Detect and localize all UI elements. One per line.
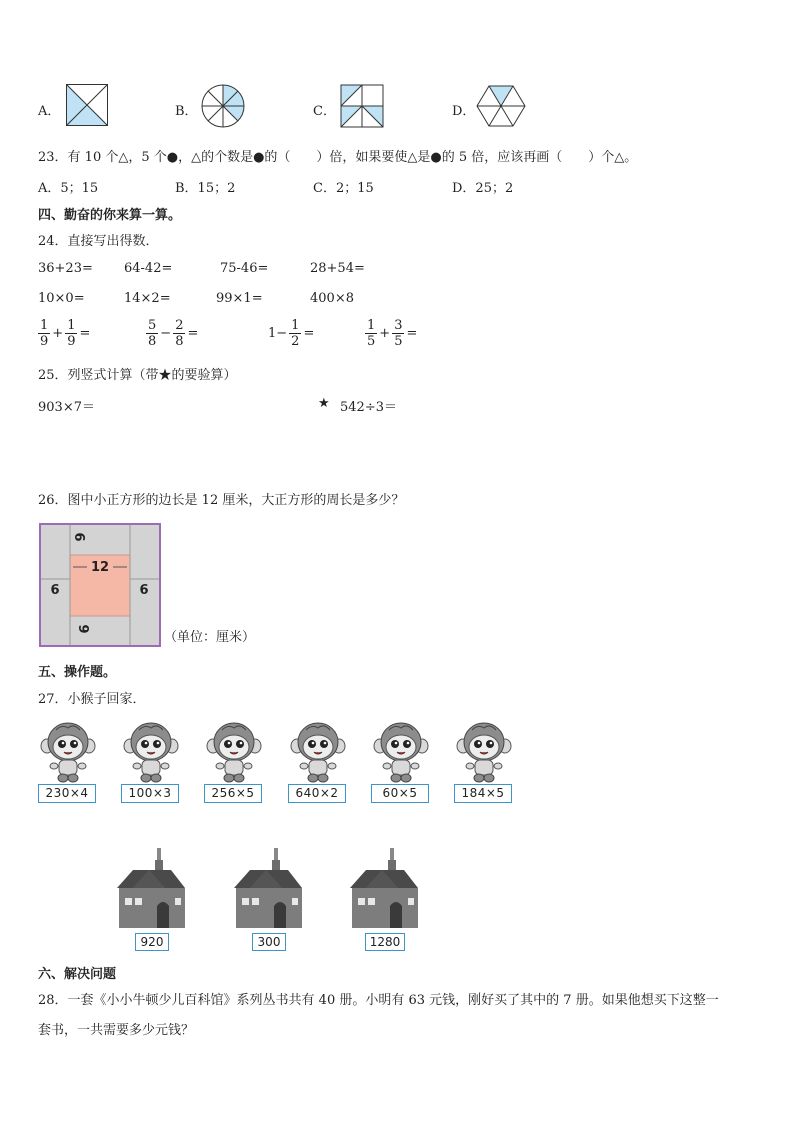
label-left: 6	[50, 583, 60, 598]
hexagon-sixths-icon	[476, 84, 526, 128]
q24-text: 24．直接写出得数．	[38, 234, 159, 249]
label-top: 6	[71, 532, 86, 542]
q24-expr: 400×8	[310, 291, 354, 306]
monkey-expression-box[interactable]: 100×3	[121, 784, 179, 803]
square-diagonals-icon	[66, 84, 108, 126]
q28-line-1: 28．一套《小小牛顿少儿百科馆》系列丛书共有 40 册。小明有 63 元钱，刚好买了其中的 7 册。如果他想买下这整一	[38, 993, 719, 1008]
q26-text: 26．图中小正方形的边长是 12 厘米，大正方形的周长是多少？	[38, 493, 405, 508]
monkey-expression-box[interactable]: 640×2	[288, 784, 346, 803]
q28-line-2: 套书，一共需要多少元钱？	[38, 1023, 195, 1038]
fraction: $\frac{1}{2}$	[291, 318, 300, 349]
q27-text: 27．小猴子回家．	[38, 692, 146, 707]
q22-option-d-letter: D．	[452, 104, 476, 119]
q24-expr: 10×0=	[38, 291, 85, 306]
monkey-icon[interactable]	[373, 720, 429, 788]
monkey-icon[interactable]	[290, 720, 346, 788]
monkey-expression-box[interactable]: 256×5	[204, 784, 262, 803]
label-center: 12	[90, 560, 110, 575]
q24-fraction-expr: $\frac{5}{8}$ − $\frac{2}{8}$ =	[148, 318, 199, 349]
monkey-expression-box[interactable]: 230×4	[38, 784, 96, 803]
circle-eighths-icon	[201, 84, 245, 128]
q24-expr: 99×1=	[216, 291, 263, 306]
q23-option-d: D．25；2	[452, 181, 514, 196]
q24-expr: 64-42=	[124, 261, 173, 276]
q23-option-c: C．2；15	[313, 181, 374, 196]
q22-option-b-letter: B．	[175, 104, 198, 119]
q25-expr-2: 542÷3＝	[340, 400, 397, 415]
q22-option-a-letter: A．	[38, 104, 61, 119]
q25-expr-1: 903×7＝	[38, 400, 95, 415]
fraction: $\frac{5}{8}$	[148, 318, 157, 349]
square-quarters-triangles-icon	[340, 84, 384, 128]
section-6-heading: 六、解决问题	[38, 967, 117, 982]
q24-expr: 28+54=	[310, 261, 365, 276]
house-number-box[interactable]: 920	[135, 933, 169, 951]
monkey-icon[interactable]	[456, 720, 512, 788]
q24-expr: 75-46=	[220, 261, 269, 276]
monkey-expression-box[interactable]: 60×5	[371, 784, 429, 803]
monkey-expression-box[interactable]: 184×5	[454, 784, 512, 803]
house-icon[interactable]	[346, 846, 422, 934]
q24-fraction-expr: $\frac{1}{5}$ + $\frac{3}{5}$ =	[367, 318, 418, 349]
q26-unit: （单位：厘米）	[164, 630, 256, 645]
label-right: 6	[139, 583, 149, 598]
q22-option-c-letter: C．	[313, 104, 336, 119]
q23-text: 23．有 10 个△，5 个●，△的个数是●的（ ）倍，如果要使△是●的 5 倍，应该再画（ ）个△。	[38, 150, 638, 165]
monkey-icon[interactable]	[206, 720, 262, 788]
fraction: $\frac{1}{9}$	[67, 318, 76, 349]
fraction: $\frac{2}{8}$	[175, 318, 184, 349]
q23-option-b: B．15；2	[175, 181, 236, 196]
q24-expr: 36+23=	[38, 261, 93, 276]
monkey-icon[interactable]	[40, 720, 96, 788]
section-5-heading: 五、操作题。	[38, 665, 117, 680]
square-figure-diagram	[39, 523, 161, 647]
q24-fraction-expr: 1− $\frac{1}{2}$ =	[268, 318, 315, 349]
house-icon[interactable]	[230, 846, 306, 934]
house-icon[interactable]	[113, 846, 189, 934]
fraction: $\frac{1}{9}$	[40, 318, 49, 349]
house-number-box[interactable]: 1280	[365, 933, 405, 951]
q24-expr: 14×2=	[124, 291, 171, 306]
q25-text: 25．列竖式计算（带★的要验算）	[38, 368, 237, 383]
q23-option-a: A．5；15	[38, 181, 99, 196]
house-number-box[interactable]: 300	[252, 933, 286, 951]
label-bottom: 6	[78, 624, 93, 634]
monkey-icon[interactable]	[123, 720, 179, 788]
fraction: $\frac{3}{5}$	[394, 318, 403, 349]
section-4-heading: 四、勤奋的你来算一算。	[38, 208, 182, 223]
star-icon: ★	[318, 396, 330, 411]
fraction: $\frac{1}{5}$	[367, 318, 376, 349]
q24-fraction-expr: $\frac{1}{9}$ + $\frac{1}{9}$ =	[40, 318, 91, 349]
